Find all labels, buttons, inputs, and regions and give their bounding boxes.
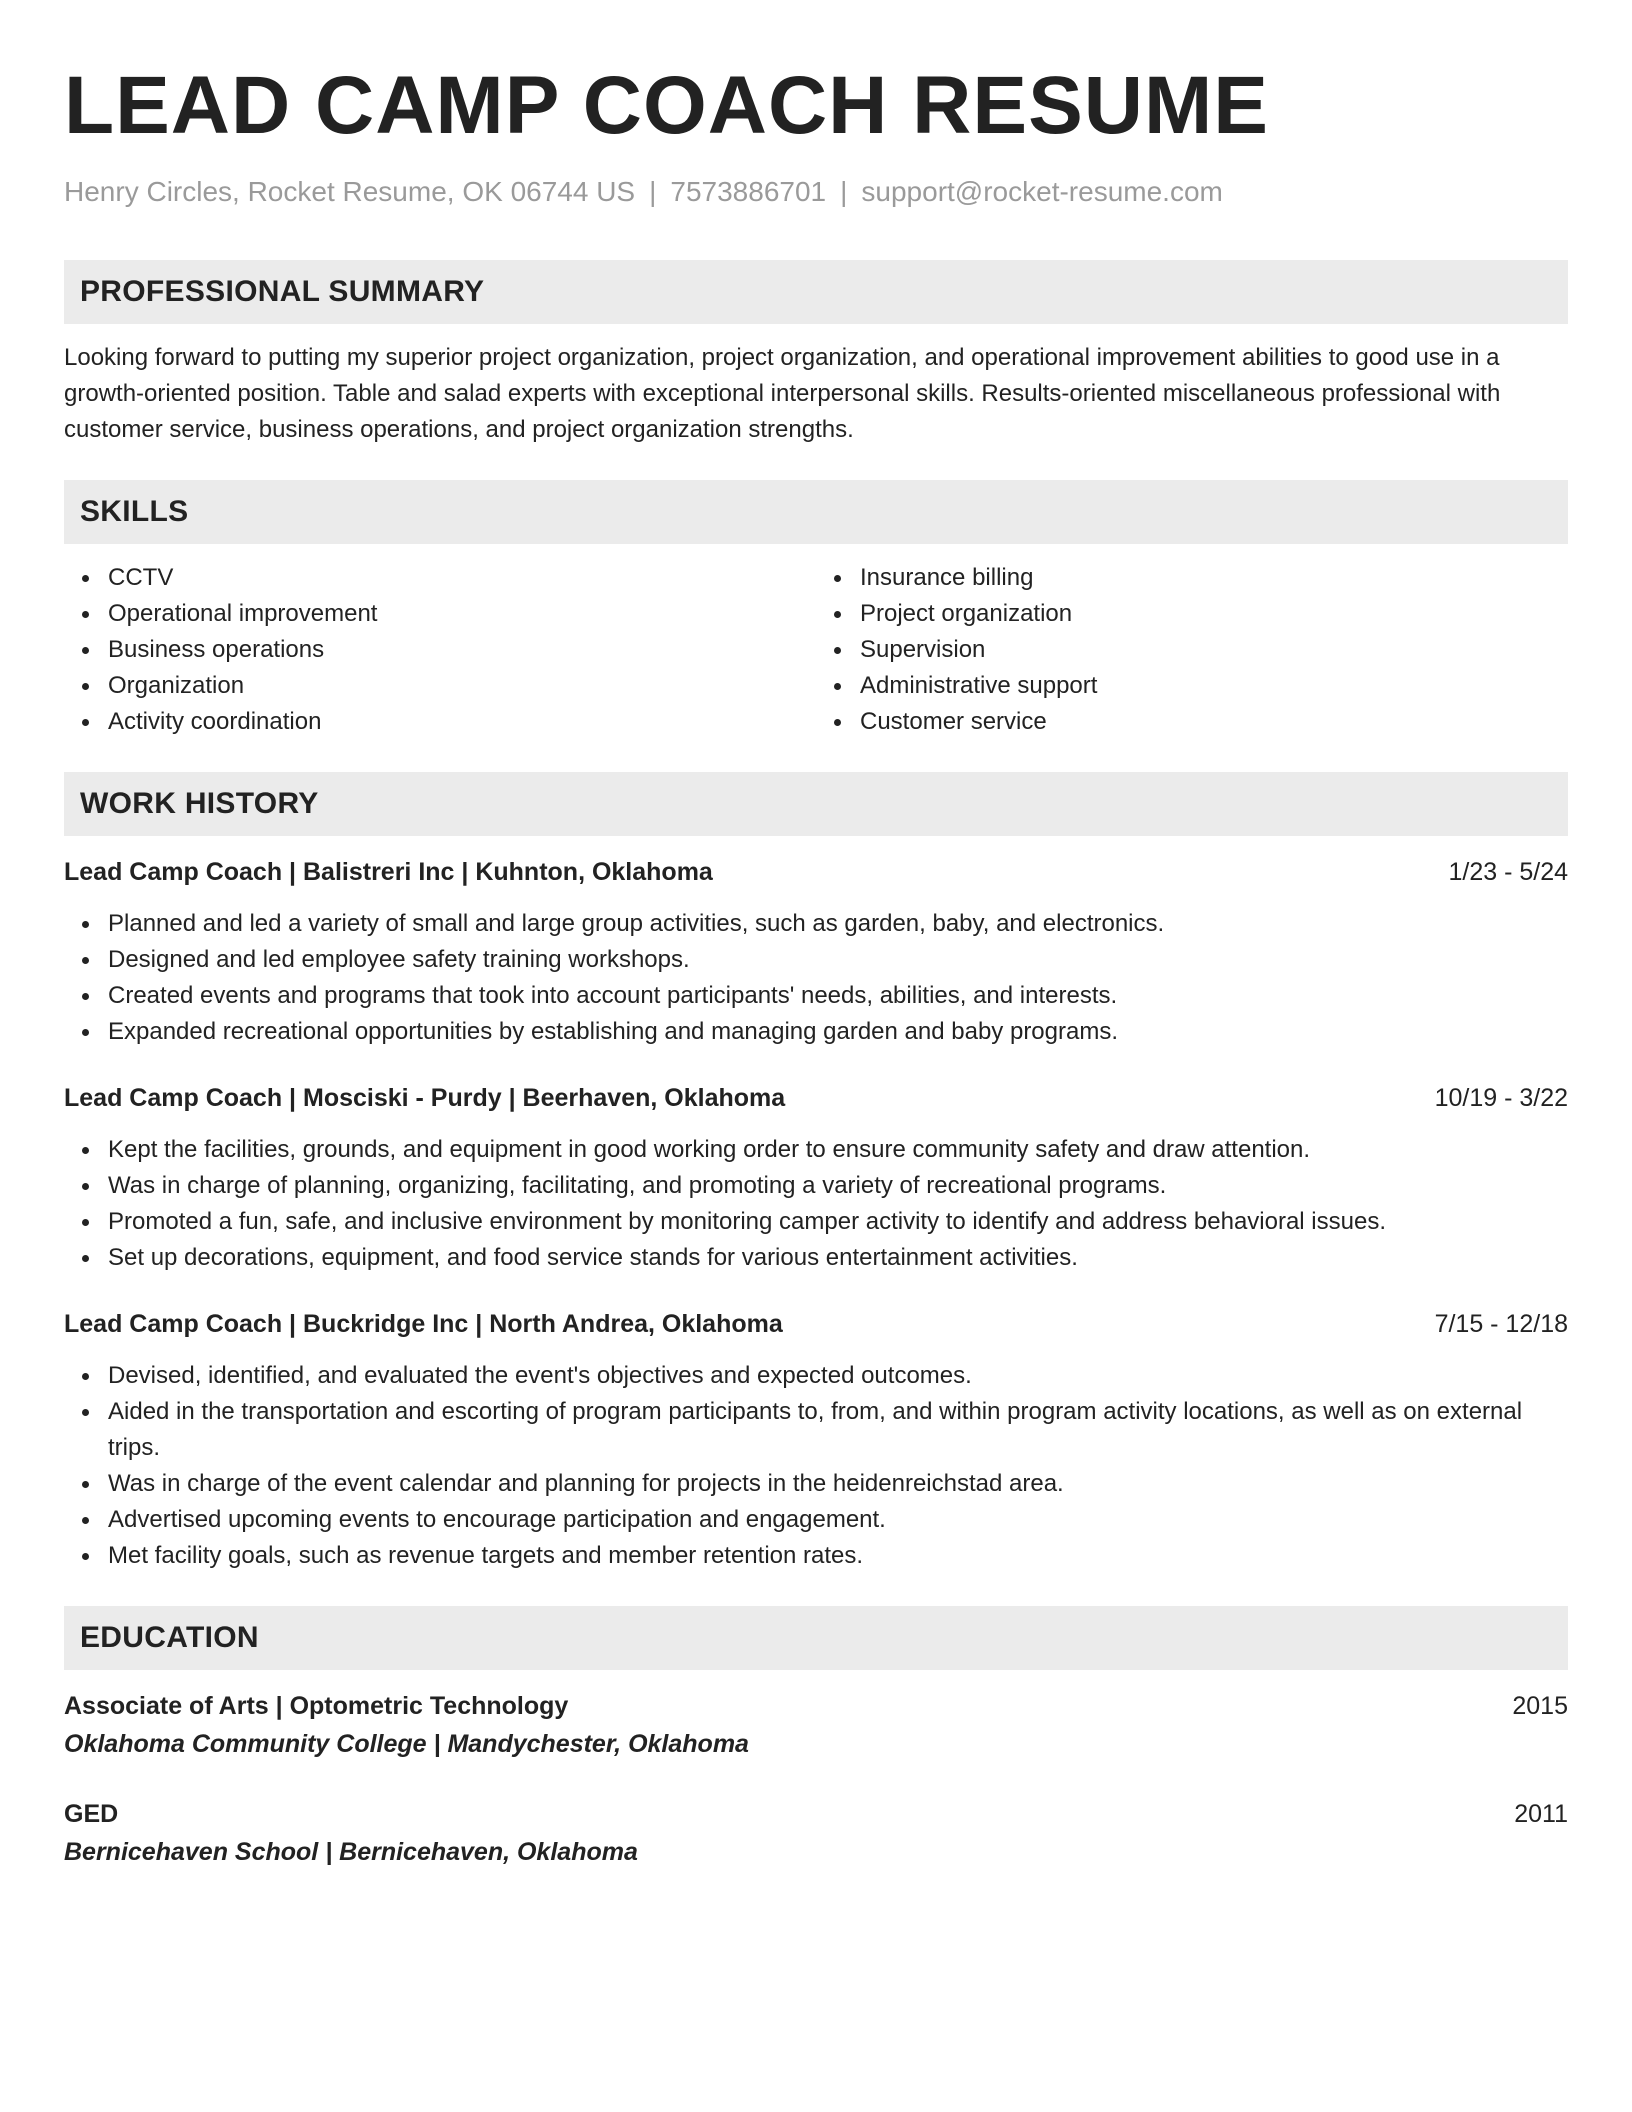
education-header xyxy=(64,1796,1568,1832)
section-title-summary: PROFESSIONAL SUMMARY xyxy=(80,275,485,308)
education-entry xyxy=(64,1796,1568,1870)
section-title-skills: SKILLS xyxy=(80,495,189,528)
skill-item: Insurance billing xyxy=(816,560,1568,596)
skills-column-right xyxy=(816,560,1568,740)
job-entry xyxy=(64,1080,1568,1276)
education-degree: GED xyxy=(64,1800,119,1828)
job-header xyxy=(64,1306,1568,1342)
job-header xyxy=(64,1080,1568,1116)
skill-item: Operational improvement xyxy=(64,596,816,632)
education-entry xyxy=(64,1688,1568,1762)
skill-item: Business operations xyxy=(64,632,816,668)
job-bullet: Promoted a fun, safe, and inclusive environment by monitoring camper activity to identify and address behavioral issues. xyxy=(64,1204,1568,1240)
skill-item: Project organization xyxy=(816,596,1568,632)
contact-phone: 7573886701 xyxy=(670,176,827,207)
job-bullet: Expanded recreational opportunities by establishing and managing garden and baby programs. xyxy=(64,1014,1568,1050)
skill-item: Administrative support xyxy=(816,668,1568,704)
job-entry xyxy=(64,854,1568,1050)
education-degree: Associate of Arts | Optometric Technology xyxy=(64,1692,569,1720)
education-school: Oklahoma Community College | Mandychester, Oklahoma xyxy=(64,1730,749,1758)
section-title-education: EDUCATION xyxy=(80,1621,259,1654)
section-header-skills xyxy=(64,480,1568,544)
job-entry xyxy=(64,1306,1568,1574)
section-title-work-history: WORK HISTORY xyxy=(80,787,319,820)
skills-list xyxy=(64,560,1568,740)
job-bullet: Designed and led employee safety training workshops. xyxy=(64,942,1568,978)
job-bullet: Aided in the transportation and escorting of program participants to, from, and within program activity locations, as well as on external trips. xyxy=(64,1394,1568,1466)
job-bullets xyxy=(64,906,1568,1050)
job-bullet: Set up decorations, equipment, and food service stands for various entertainment activities. xyxy=(64,1240,1568,1276)
contact-address: Henry Circles, Rocket Resume, OK 06744 US xyxy=(64,176,636,207)
job-dates: 7/15 - 12/18 xyxy=(1434,1310,1568,1338)
job-bullet: Was in charge of planning, organizing, facilitating, and promoting a variety of recreational programs. xyxy=(64,1168,1568,1204)
section-header-education xyxy=(64,1606,1568,1670)
job-title: Lead Camp Coach | Mosciski - Purdy | Beerhaven, Oklahoma xyxy=(64,1084,786,1112)
job-title: Lead Camp Coach | Balistreri Inc | Kuhnton, Oklahoma xyxy=(64,858,713,886)
education-year: 2015 xyxy=(1512,1692,1568,1720)
skill-item: Supervision xyxy=(816,632,1568,668)
section-header-summary xyxy=(64,260,1568,324)
job-bullet: Was in charge of the event calendar and planning for projects in the heidenreichstad area. xyxy=(64,1466,1568,1502)
skill-item: Activity coordination xyxy=(64,704,816,740)
job-bullet: Advertised upcoming events to encourage participation and engagement. xyxy=(64,1502,1568,1538)
job-bullet: Kept the facilities, grounds, and equipment in good working order to ensure community safety and draw attention. xyxy=(64,1132,1568,1168)
job-bullet: Devised, identified, and evaluated the event's objectives and expected outcomes. xyxy=(64,1358,1568,1394)
skill-item: CCTV xyxy=(64,560,816,596)
education-school: Bernicehaven School | Bernicehaven, Oklahoma xyxy=(64,1838,638,1866)
education-year: 2011 xyxy=(1514,1800,1568,1828)
job-bullet: Created events and programs that took into account participants' needs, abilities, and interests. xyxy=(64,978,1568,1014)
contact-line xyxy=(64,174,1568,210)
job-bullet: Met facility goals, such as revenue targets and member retention rates. xyxy=(64,1538,1568,1574)
summary-text: Looking forward to putting my superior project organization, project organization, and operational improvement abilities to good use in a growth-oriented position. Table and salad experts with exceptional interpersonal skills. Results-oriented miscellaneous professional with customer service, business operations, and project organization strengths. xyxy=(64,344,1501,443)
job-title: Lead Camp Coach | Buckridge Inc | North Andrea, Oklahoma xyxy=(64,1310,783,1338)
contact-separator: | xyxy=(840,176,848,207)
skill-item: Customer service xyxy=(816,704,1568,740)
job-bullet: Planned and led a variety of small and large group activities, such as garden, baby, and electronics. xyxy=(64,906,1568,942)
section-header-work-history xyxy=(64,772,1568,836)
job-bullets xyxy=(64,1132,1568,1276)
contact-separator: | xyxy=(649,176,657,207)
education-header xyxy=(64,1688,1568,1724)
skills-column-left xyxy=(64,560,816,740)
job-dates: 10/19 - 3/22 xyxy=(1434,1084,1568,1112)
job-header xyxy=(64,854,1568,890)
skill-item: Organization xyxy=(64,668,816,704)
job-dates: 1/23 - 5/24 xyxy=(1448,858,1568,886)
contact-email: support@rocket-resume.com xyxy=(861,176,1223,207)
resume-title: LEAD CAMP COACH RESUME xyxy=(64,60,1269,151)
job-bullets xyxy=(64,1358,1568,1574)
